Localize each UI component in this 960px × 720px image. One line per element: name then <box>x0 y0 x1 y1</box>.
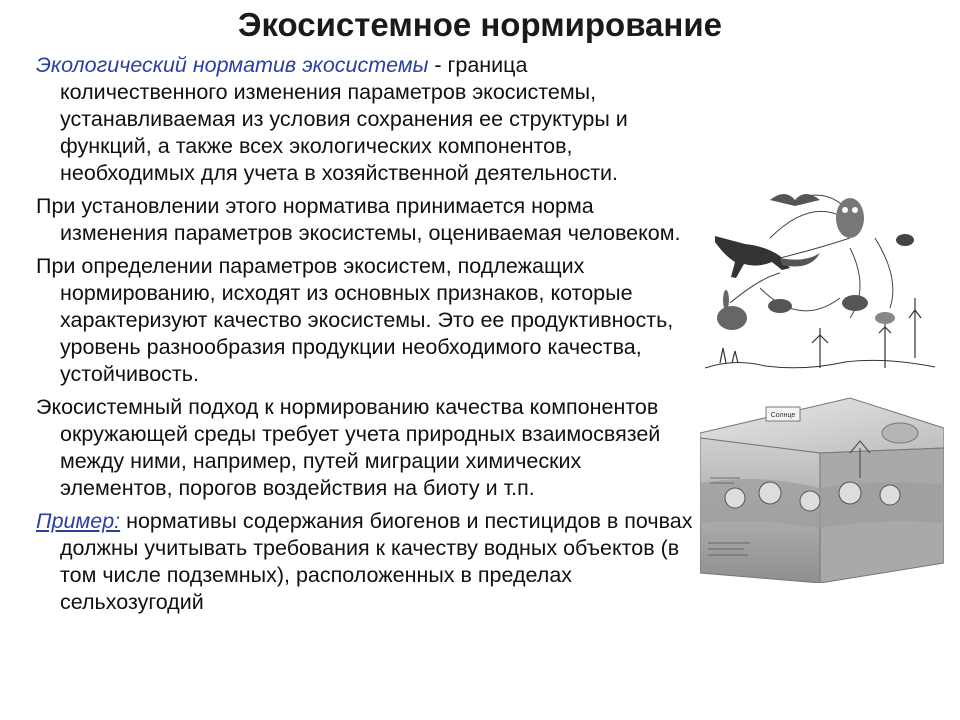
food-web-illustration <box>700 178 940 373</box>
paragraph-parameters: При определении параметров экосистем, подлежащих нормированию, исходят из основных признаков, которые характеризуют качество экосистемы. Это ее продуктивность, уровень разнообразия продукции необходимого качества, устойчивость. <box>36 254 674 386</box>
sun-label: Солнце <box>770 412 796 419</box>
text-column <box>36 52 698 622</box>
ecosystem-block-diagram <box>700 393 944 583</box>
definition-text: - граница количественного изменения параметров экосистемы, устанавливаемая из условия сохранения ее структуры и функций, а также всех экологических компонентов, необходимых для учета в хозяйственной деятельности. <box>60 53 628 185</box>
example-text: нормативы содержания биогенов и пестицидов в почвах должны учитывать требования к качеству водных объектов (в том числе подземных), расположенных в пределах сельхозугодий <box>60 509 693 614</box>
paragraph-definition <box>36 52 698 187</box>
paragraph-approach: Экосистемный подход к нормированию качества компонентов окружающей среды требует учета природных взаимосвязей между ними, например, путей миграции химических элементов, порогов воздействия на биоту и т.п. <box>36 395 661 500</box>
slide-title: Экосистемное нормирование <box>238 6 722 43</box>
paragraph-norm: При установлении этого норматива принимается норма изменения параметров экосистемы, оцениваемая человеком. <box>36 194 681 245</box>
example-label: Пример: <box>36 509 121 533</box>
paragraph-example <box>36 508 698 616</box>
definition-term: Экологический норматив экосистемы <box>36 53 429 77</box>
